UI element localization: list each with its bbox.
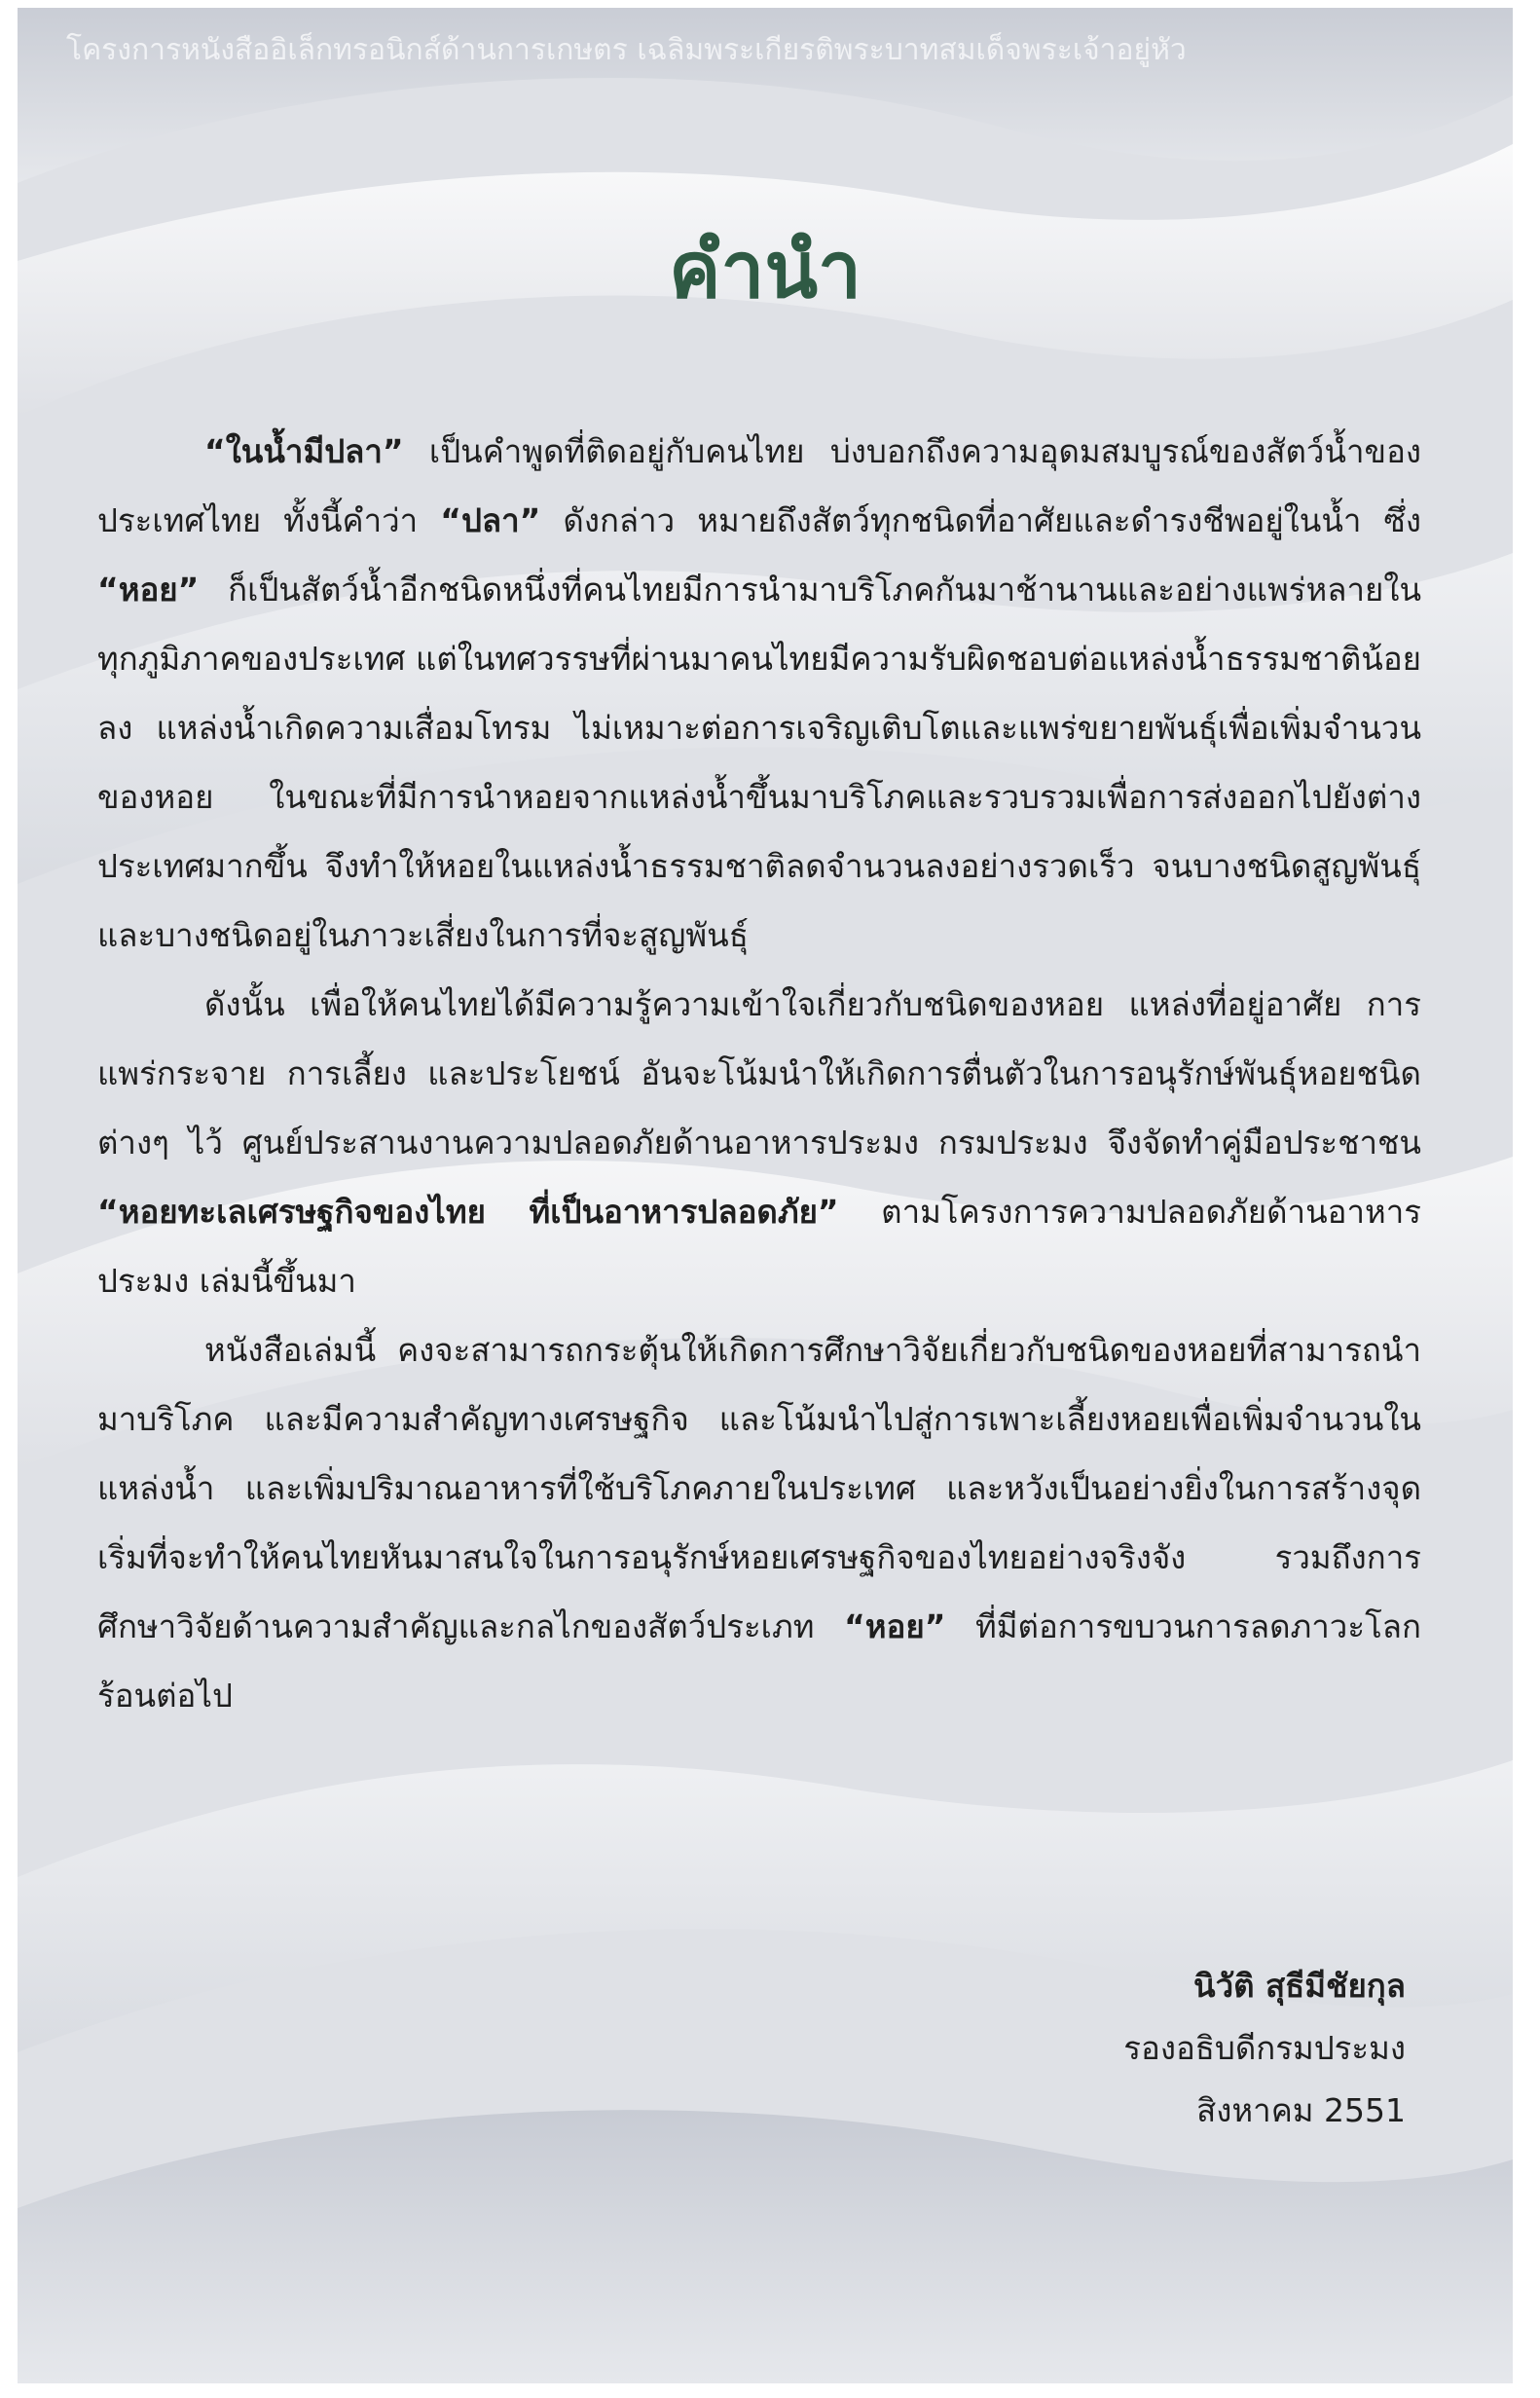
signature-block — [822, 1955, 1406, 2142]
text-run: ดังกล่าว หมายถึงสัตว์ทุกชนิดที่อาศัยและดำรงชีพอยู่ในน้ำ ซึ่ง — [540, 501, 1421, 539]
paragraph-3 — [97, 1315, 1421, 1730]
bold-phrase: “หอย” — [844, 1607, 946, 1645]
bold-phrase: “หอยทะเลเศรษฐกิจของไทย ที่เป็นอาหารปลอดภัย” — [97, 1193, 839, 1231]
text-run: ที่มีต่อการขบวนการลดภาวะโลกร้อนต่อไป — [97, 1607, 1421, 1715]
bold-phrase: “ในน้ำมีปลา” — [204, 432, 404, 470]
bold-phrase: “ปลา” — [440, 501, 541, 539]
text-run: ดังนั้น เพื่อให้คนไทยได้มีความรู้ความเข้าใจเกี่ยวกับชนิดของหอย แหล่งที่อยู่อาศัย การแพร่กระจาย การเลี้ยง และประโยชน์ อันจะโน้มนำให้เกิดการตื่นตัวในการอนุรักษ์พันธุ์หอยชนิดต่างๆ ไว้ ศูนย์ประสานงานความปลอดภัยด้านอาหารประมง กรมประมง จึงจัดทำคู่มือประชาชน — [97, 985, 1421, 1162]
page-title: คำนำ — [668, 225, 862, 315]
signature-position: รองอธิบดีกรมประมง — [1123, 2029, 1406, 2067]
text-run: ก็เป็นสัตว์น้ำอีกชนิดหนึ่งที่คนไทยมีการนำมาบริโภคกันมาช้านานและอย่างแพร่หลายในทุกภูมิภาคของประเทศ แต่ในทศวรรษที่ผ่านมาคนไทยมีความรับผิดชอบต่อแหล่งน้ำธรรมชาติน้อยลง แหล่งน้ำเกิดความเสื่อมโทรม ไม่เหมาะต่อการเจริญเติบโตและแพร่ขยายพันธุ์เพื่อเพิ่มจำนวนของหอย ในขณะที่มีการนำหอยจากแหล่งน้ำขึ้นมาบริโภคและรวบรวมเพื่อการส่งออกไปยังต่างประเทศมากขึ้น จึงทำให้หอยในแหล่งน้ำธรรมชาติลดจำนวนลงอย่างรวดเร็ว จนบางชนิดสูญพันธุ์ และบางชนิดอยู่ในภาวะเสี่ยงในการที่จะสูญพันธุ์ — [97, 571, 1421, 954]
document-sheet — [18, 8, 1513, 2383]
paragraph-1 — [97, 417, 1421, 970]
text-run: ตามโครงการความปลอดภัยด้านอาหารประมง เล่มนี้ขึ้นมา — [97, 1193, 1421, 1300]
text-run: เป็นคำพูดที่ติดอยู่กับคนไทย บ่งบอกถึงความอุดมสมบูรณ์ของสัตว์น้ำของประเทศไทย ทั้งนี้คำว่า — [97, 432, 1421, 539]
bold-phrase: “หอย” — [97, 571, 200, 609]
paragraph-2 — [97, 970, 1421, 1315]
series-header: โครงการหนังสืออิเล็กทรอนิกส์ด้านการเกษตร เฉลิมพระเกียรติพระบาทสมเด็จพระเจ้าอยู่หัว — [66, 33, 1187, 67]
body-text — [97, 417, 1421, 1730]
signature-date: สิงหาคม 2551 — [1196, 2091, 1406, 2129]
text-run: หนังสือเล่มนี้ คงจะสามารถกระตุ้นให้เกิดการศึกษาวิจัยเกี่ยวกับชนิดของหอยที่สามารถนำมาบริโภค และมีความสำคัญทางเศรษฐกิจ และโน้มนำไปสู่การเพาะเลี้ยงหอยเพื่อเพิ่มจำนวนในแหล่งน้ำ และเพิ่มปริมาณอาหารที่ใช้บริโภคภายในประเทศ และหวังเป็นอย่างยิ่งในการสร้างจุดเริ่มที่จะทำให้คนไทยหันมาสนใจในการอนุรักษ์หอยเศรษฐกิจของไทยอย่างจริงจัง รวมถึงการศึกษาวิจัยด้านความสำคัญและกลไกของสัตว์ประเภท — [97, 1331, 1421, 1645]
signature-name: นิวัติ สุธีมีชัยกุล — [1193, 1967, 1406, 2005]
